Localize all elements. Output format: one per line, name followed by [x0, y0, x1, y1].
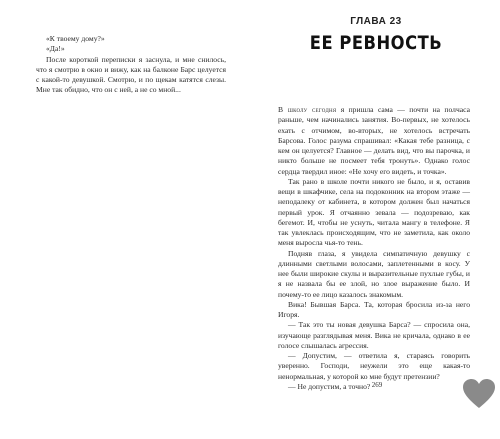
- first-paragraph-text: я пришла сама — почти на полчаса раньше, чем начинались занятия. Во-первых, не хотелось ехать с отчимом, во-вторых, не хотелось встречать Барсова. Голос разума спрашивал: «Какая тебе разница, с кем он целуется? Главное — делать вид, что вы парочка, и никто больше не посмеет тебя тронуть». Однако голос сердца твердил иное: «Не хочу его видеть, и точка».: [278, 105, 470, 176]
- right-page-text: [278, 105, 470, 392]
- chapter-title: ЕЕ РЕВНОСТЬ: [309, 32, 443, 54]
- lead-in-text: В школу сегодня: [278, 105, 337, 114]
- page-number: 269: [371, 381, 383, 389]
- right-paragraph: Вика! Бывшая Барса. Та, которая бросила из-за него Игоря.: [278, 299, 470, 319]
- left-page-text: [36, 34, 226, 96]
- right-paragraph-first: [278, 105, 470, 177]
- chapter-number: ГЛАВА 23: [350, 16, 402, 27]
- right-paragraph: Подняв глаза, я увидела симпатичную девушку с длинными светлыми волосами, заплетенными в косу. У нее были широкие скулы и выразительные пухлые губы, и я не назвала бы ее злой, но злое выражение было. И почему-то ее лицо казалось знакомым.: [278, 248, 470, 299]
- left-paragraph: «К твоему дому?»: [46, 34, 105, 43]
- right-paragraph: Так рано в школе почти никого не было, и я, оставив вещи в шкафчике, села на подоконник на втором этаже — неподалеку от кабинета, в котором должен был начаться первый урок. Я отчаянно зевала — подозреваю, как бегемот. И, чтобы не уснуть, читала мангу в телефоне. Я так увлеклась происходящим, что не заметила, как около меня выросла чья-то тень.: [278, 176, 470, 248]
- right-paragraph: — Так это ты новая девушка Барса? — спросила она, изучающе разглядывая меня. Вика не кричала, однако в ее голосе слышалась агрессия.: [278, 320, 470, 350]
- heart-icon[interactable]: [462, 378, 496, 410]
- right-paragraph: — Не допустим, а точно?: [288, 381, 371, 391]
- left-paragraph: «Да!»: [46, 44, 65, 54]
- left-paragraph: После короткой переписки я заснула, и мне снилось, что я смотрю в окно и вижу, как на балконе Барс целуется с какой-то девушкой. Смотрю, и по щекам катятся слезы. Мне так обидно, что он с ней, а не со мной...: [36, 54, 226, 95]
- right-paragraph: — Допустим, — ответила я, стараясь говорить уверенно. Господи, неужели это еще какая-то ненормальная, у которой ко мне будут претензии?: [278, 351, 470, 381]
